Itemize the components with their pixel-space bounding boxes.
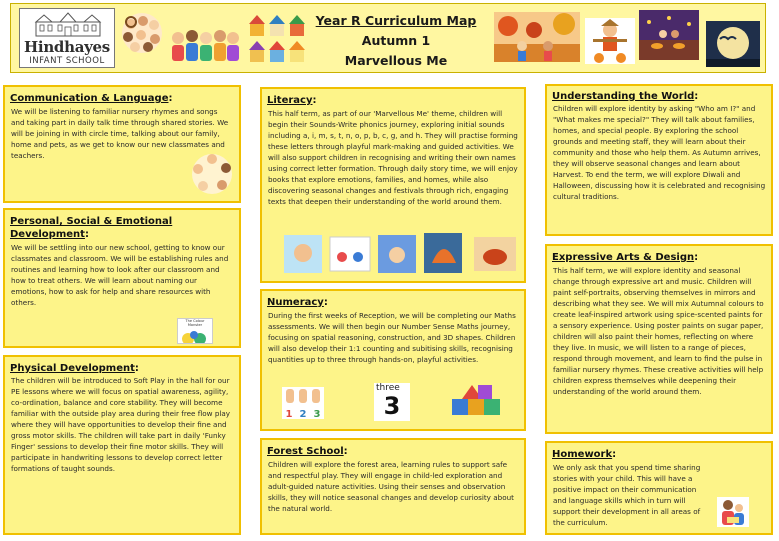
section-text: During the first weeks of Reception, we will be completing our Maths assessments. We will then begin our Number Sense Maths journey, focusing on spatial reasoning, construction, and 3D shapes. Children will also develop their 1:1 counting and subitising skills, recognising quantities up to three through hands-on, playful activities. bbox=[268, 311, 516, 364]
harvest-illustration bbox=[585, 18, 635, 64]
numeracy-section bbox=[260, 289, 526, 431]
personal-social-emotional-section bbox=[3, 208, 241, 348]
children-group-illustration bbox=[169, 26, 241, 68]
physical-development-section bbox=[3, 355, 241, 535]
forest-school-section bbox=[260, 438, 526, 535]
section-heading: Expressive Arts & Design: bbox=[552, 252, 699, 263]
halloween-illustration bbox=[706, 21, 760, 67]
section-text: This half term, we will explore identity and seasonal change through expressive art and music. Children will paint self-portraits, observing themselves in mirrors and describing what they see. We will mix Autumnal colours to create leaf-inspired artwork using spice-scented paints for a sensory experience. Using poster paints on sugar paper, children will also paint their homes, reflecting on where they live. In music, we will listen to a range of pieces, respond through movement, and learn to find the pulse in familiar nursery rhymes. These creative activities will help children express themselves while deepening their understanding of the world around them. bbox=[553, 266, 764, 396]
term-label: Autumn 1 bbox=[361, 33, 431, 48]
section-heading: Numeracy: bbox=[267, 297, 328, 308]
title-block bbox=[311, 11, 481, 71]
section-text: Children will explore identity by asking "Who am I?" and "What makes me special?" They will talk about families, homes, and special people. By exploring the school grounds and meeting staff, they will learn about their community and those who help them. As Autumn arrives, they will observe seasonal changes and learn about Harvest. To end the term, we will explore Diwali and Halloween, discussing how it is celebrated and recognising cultural traditions. bbox=[553, 104, 766, 201]
section-heading: Forest School: bbox=[267, 446, 348, 457]
literacy-section bbox=[260, 87, 526, 283]
number-three-illustration bbox=[374, 383, 410, 421]
big-number: 3 bbox=[383, 392, 401, 420]
diwali-illustration bbox=[639, 10, 699, 60]
story-books-row bbox=[282, 233, 522, 275]
page-title: Year R Curriculum Map bbox=[315, 13, 477, 28]
3d-shapes-illustration bbox=[448, 381, 504, 423]
section-text: We will be listening to familiar nursery rhymes and songs and taking part in daily talk time through shared stories. We will be joining in with circle time, talking about our family, home and pets, as we get to know our new classmates and teachers. bbox=[11, 107, 229, 160]
section-heading: Literacy: bbox=[267, 95, 317, 106]
header-banner bbox=[10, 3, 766, 73]
school-subtitle: INFANT SCHOOL bbox=[29, 56, 105, 66]
digit-one: 1 bbox=[285, 409, 293, 419]
autumn-scene-illustration bbox=[494, 12, 580, 62]
section-text: We will be settling into our new school, getting to know our classmates and classroom. We will be establishing rules and routines and learning how to look after our classroom and how to treat others. We will learn about naming our emotions, how to ask for help and share resources with others. bbox=[11, 243, 229, 307]
section-text: Children will explore the forest area, learning rules to support safe and respectful play. They will engage in child-led exploration and adult-guided nature activities. Using their senses and observation skills, they will notice seasonal changes and develop curiosity about the natural world. bbox=[268, 460, 514, 513]
theme-label: Marvellous Me bbox=[344, 53, 448, 68]
understanding-world-section bbox=[545, 84, 773, 236]
section-text: The children will be introduced to Soft Play in the hall for our PE lessons where we will focus on spatial awareness, agility, co-ordination, balance and core stability. They will become familiar with the outside play area during their free flow play where they will have opportunities to develop their fine and gross motor skills. The children will take part in daily 'Funky Finger' sessions to develop their fine motor skills. They will participate in handwriting lessons to develop correct letter formations of taught sounds. bbox=[11, 376, 231, 473]
counting-fingers-illustration bbox=[282, 387, 324, 419]
section-heading: Homework: bbox=[552, 449, 617, 460]
section-heading: Physical Development: bbox=[10, 363, 139, 374]
digit-two: 2 bbox=[299, 409, 307, 419]
homework-section bbox=[545, 441, 773, 535]
school-name: Hindhayes bbox=[24, 38, 110, 56]
section-heading: Personal, Social & Emotional Development: bbox=[10, 216, 173, 240]
section-text: This half term, as part of our 'Marvellous Me' theme, children will begin their Sounds-Write phonics journey, exploring initial sounds including a, i, m, s, t, n, o, p, b, c, g, and h. They will practise forming these letters through playful mark-making and guided activities. We will also support children in recognising and writing their own names using correct letter formation. Through daily story time, we will enjoy books that explore emotions, families, and homes, while also discovering seasonal changes and festivals through rich, engaging texts that deepen their understanding of the world around them. bbox=[268, 109, 518, 206]
section-text: We only ask that you spend time sharing stories with your child. This will have a positive impact on their communication and language skills which in turn will support their development in all areas of the curriculum. bbox=[553, 463, 701, 527]
children-circle-illustration bbox=[191, 153, 233, 195]
school-logo bbox=[19, 8, 115, 68]
school-building-icon bbox=[34, 12, 102, 38]
number-word: three bbox=[376, 383, 400, 393]
reading-together-illustration bbox=[717, 497, 749, 527]
section-heading: Understanding the World: bbox=[552, 91, 699, 102]
communication-language-section bbox=[3, 85, 241, 203]
expressive-arts-section bbox=[545, 244, 773, 434]
houses-illustration bbox=[247, 12, 309, 66]
colour-monster-book bbox=[177, 318, 213, 344]
book-title: The Colour Monster bbox=[185, 319, 205, 327]
section-heading: Communication & Language: bbox=[10, 93, 173, 104]
digit-three: 3 bbox=[313, 409, 321, 419]
children-faces-illustration bbox=[117, 12, 167, 54]
